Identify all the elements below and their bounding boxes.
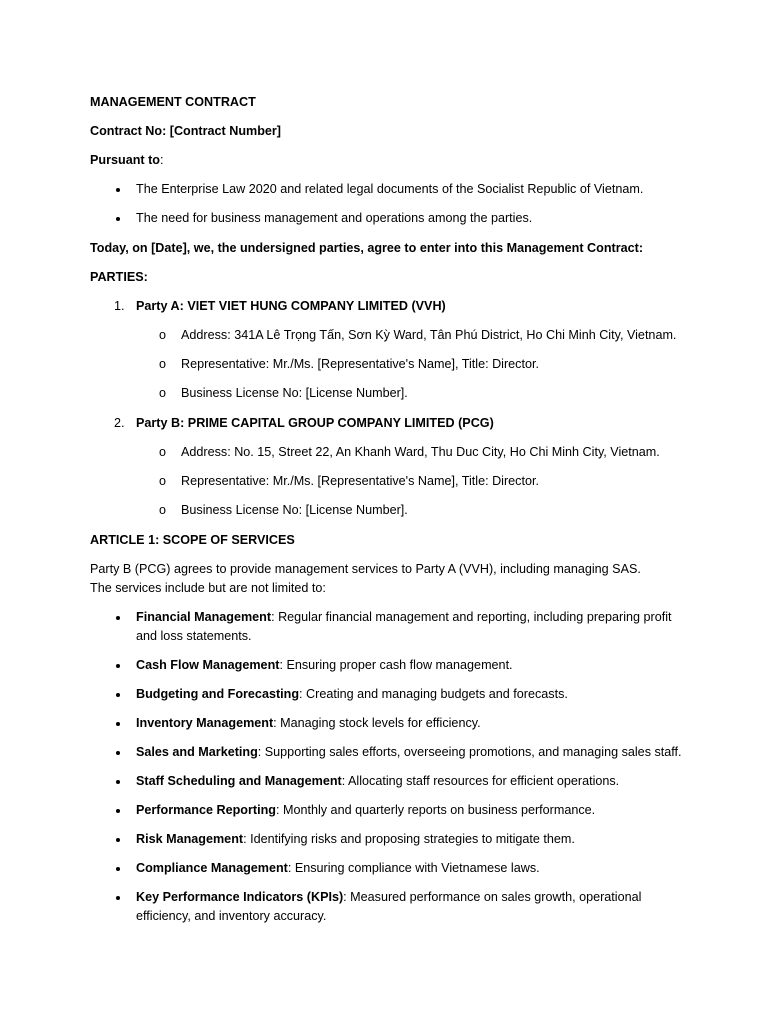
pursuant-item-text: The need for business management and operations among the parties. [136,211,533,225]
party-a-license: Business License No: [License Number]. [181,386,408,400]
list-item [136,685,696,704]
sub-bullet-icon: o [159,503,167,517]
service-description: : Ensuring compliance with Vietnamese laws. [287,861,540,875]
bullet-icon [116,693,120,697]
service-term: Cash Flow Management [136,658,280,672]
bullet-icon [116,188,120,192]
party-a-representative: Representative: Mr./Ms. [Representative's Name], Title: Director. [181,357,539,371]
service-description: : Monthly and quarterly reports on business performance. [275,803,596,817]
pursuant-label: Pursuant to [90,153,160,167]
service-description: : Managing stock levels for efficiency. [273,716,481,730]
service-term: Staff Scheduling and Management [136,774,342,788]
service-term: Key Performance Indicators (KPIs) [136,890,344,904]
service-description: : Measured performance on sales growth, operational efficiency, and inventory accuracy. [136,890,642,923]
service-description: : Identifying risks and proposing strategies to mitigate them. [243,832,575,846]
party-b-name: Party B: PRIME CAPITAL GROUP COMPANY LIMITED (PCG) [136,416,494,430]
article-1-intro: Party B (PCG) agrees to provide management services to Party A (VVH), including managing SAS. The services include but are not limited to: [90,562,641,595]
service-term: Budgeting and Forecasting [136,687,300,701]
bullet-icon [116,217,120,221]
bullet-icon [116,809,120,813]
sub-bullet-icon: o [159,328,167,342]
bullet-icon [116,616,120,620]
service-description: : Supporting sales efforts, overseeing promotions, and managing sales staff. [257,745,682,759]
bullet-icon [116,751,120,755]
party-a-detail [159,355,741,374]
bullet-icon [116,780,120,784]
party-a-item [114,297,696,316]
party-b-detail [159,472,741,491]
bullet-icon [116,664,120,668]
service-description: : Regular financial management and reporting, including preparing profit and loss statements. [136,610,672,643]
bullet-icon [116,867,120,871]
article-1-heading: ARTICLE 1: SCOPE OF SERVICES [90,533,295,547]
service-term: Performance Reporting [136,803,276,817]
service-description: : Allocating staff resources for efficient operations. [341,774,620,788]
sub-bullet-icon: o [159,357,167,371]
parties-heading: PARTIES: [90,270,148,284]
list-item [136,714,696,733]
party-a-detail [159,326,741,345]
service-description: : Creating and managing budgets and forecasts. [299,687,568,701]
list-number: 1. [114,299,125,313]
list-item [136,743,696,762]
pursuant-colon: : [159,153,164,167]
service-term: Financial Management [136,610,272,624]
list-item [136,656,696,675]
party-b-detail [159,501,741,520]
service-term: Sales and Marketing [136,745,258,759]
service-description: : Ensuring proper cash flow management. [279,658,513,672]
sub-bullet-icon: o [159,445,167,459]
pursuant-item-text: The Enterprise Law 2020 and related legal documents of the Socialist Republic of Vietnam. [136,182,644,196]
list-item [136,608,681,646]
service-term: Risk Management [136,832,244,846]
party-b-item [114,414,696,433]
sub-bullet-icon: o [159,474,167,488]
list-item [136,888,656,926]
bullet-icon [116,896,120,900]
list-item [136,209,696,228]
list-item [136,180,696,199]
contract-title: MANAGEMENT CONTRACT [90,95,256,109]
today-statement: Today, on [Date], we, the undersigned parties, agree to enter into this Management Contract: [90,241,644,255]
party-b-representative: Representative: Mr./Ms. [Representative's Name], Title: Director. [181,474,539,488]
party-b-address: Address: No. 15, Street 22, An Khanh Ward, Thu Duc City, Ho Chi Minh City, Vietnam. [181,445,660,459]
bullet-icon [116,722,120,726]
pursuant-heading [90,151,680,170]
contract-number: Contract No: [Contract Number] [90,124,282,138]
party-a-detail [159,384,741,403]
list-item [136,859,696,878]
party-b-detail [159,443,741,462]
party-a-address: Address: 341A Lê Trọng Tấn, Sơn Kỳ Ward, Tân Phú District, Ho Chi Minh City, Vietnam. [181,328,677,342]
list-number: 2. [114,416,125,430]
service-term: Inventory Management [136,716,274,730]
party-a-name: Party A: VIET VIET HUNG COMPANY LIMITED (VVH) [136,299,446,313]
sub-bullet-icon: o [159,386,167,400]
bullet-icon [116,838,120,842]
list-item [136,801,696,820]
list-item [136,772,696,791]
service-term: Compliance Management [136,861,288,875]
party-b-license: Business License No: [License Number]. [181,503,408,517]
list-item [136,830,696,849]
